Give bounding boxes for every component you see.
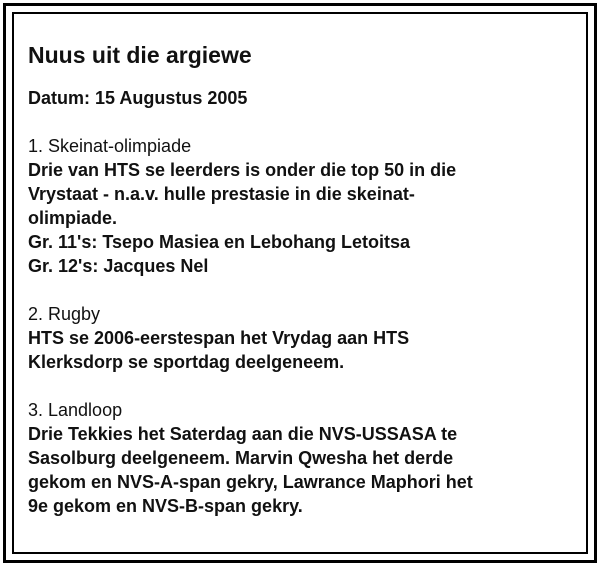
article-line: HTS se 2006-eerstespan het Vrydag aan HTS	[28, 328, 410, 348]
article-line: Klerksdorp se sportdag deelgeneem.	[28, 352, 345, 372]
article-heading: 2. Rugby	[28, 304, 101, 324]
article-line: 9e gekom en NVS-B-span gekry.	[28, 496, 303, 516]
article-line: Sasolburg deelgeneem. Marvin Qwesha het derde	[28, 448, 454, 468]
news-frame-inner	[12, 12, 588, 554]
article-line: Vrystaat - n.a.v. hulle prestasie in die skeinat-	[28, 184, 415, 204]
article-rugby	[28, 302, 578, 374]
article-heading: 1. Skeinat-olimpiade	[28, 136, 192, 156]
article-skeinat	[28, 134, 578, 278]
article-line: Gr. 11's: Tsepo Masiea en Lebohang Letoitsa	[28, 232, 411, 252]
news-frame	[3, 3, 597, 563]
article-line: gekom en NVS-A-span gekry, Lawrance Maphori het	[28, 472, 473, 492]
article-line: Gr. 12's: Jacques Nel	[28, 256, 209, 276]
news-content	[28, 40, 578, 542]
article-line: olimpiade.	[28, 208, 118, 228]
news-date: Datum: 15 Augustus 2005	[28, 88, 248, 108]
article-landloop	[28, 398, 578, 518]
article-line: Drie van HTS se leerders is onder die top 50 in die	[28, 160, 457, 180]
article-heading: 3. Landloop	[28, 400, 123, 420]
article-line: Drie Tekkies het Saterdag aan die NVS-USSASA te	[28, 424, 458, 444]
page-title: Nuus uit die argiewe	[28, 42, 252, 68]
